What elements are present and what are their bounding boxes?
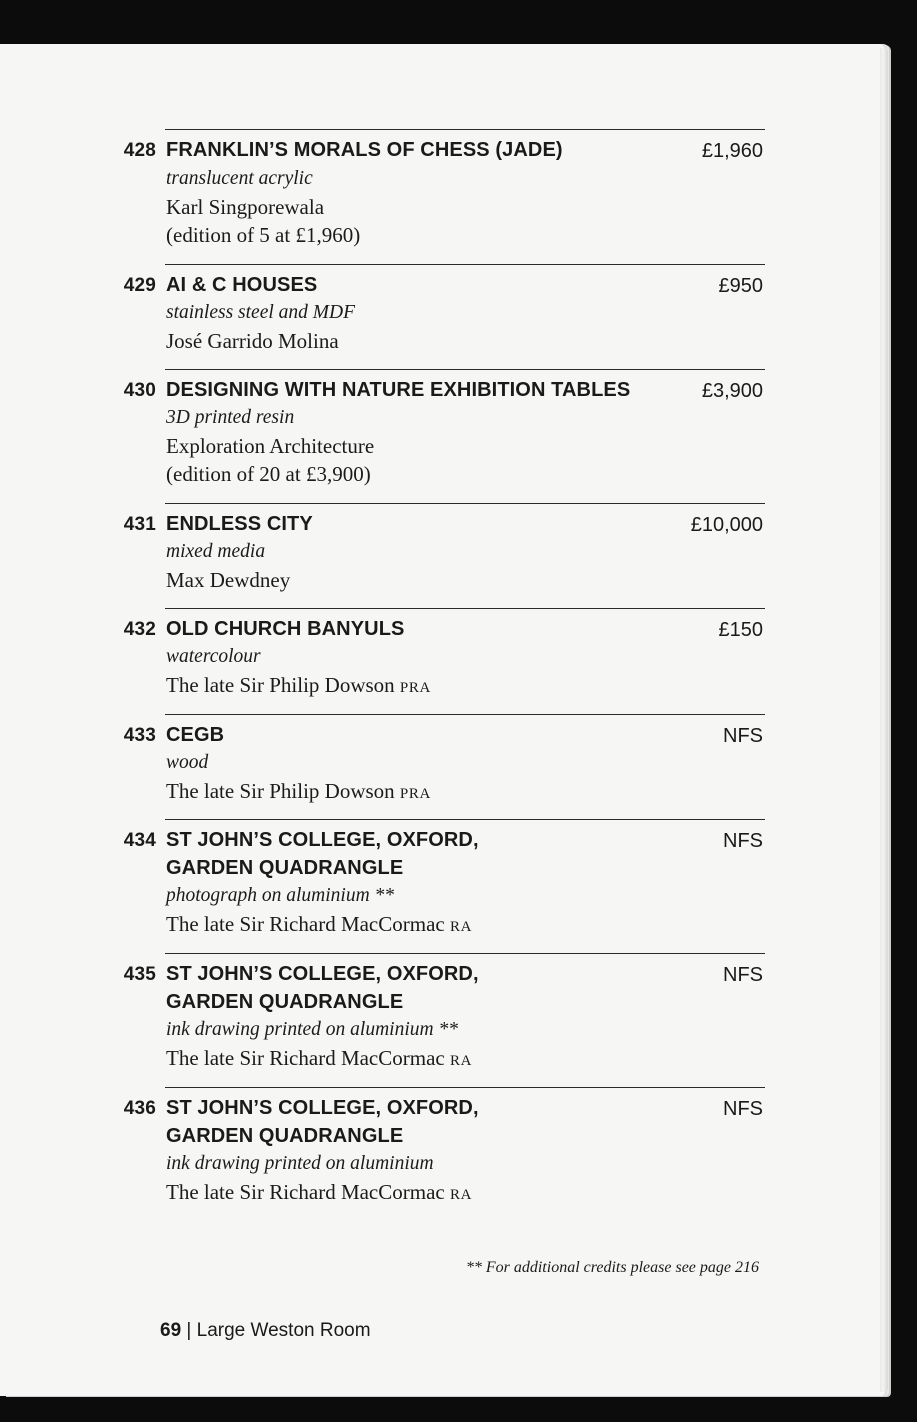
entry-artist-line xyxy=(166,671,726,702)
entry-artist: The late Sir Philip Dowson xyxy=(166,779,395,803)
entry-artist-suffix: RA xyxy=(449,919,473,935)
entry-number: 433 xyxy=(123,725,156,746)
entry-artist-line xyxy=(166,1178,726,1209)
entry-artist-suffix: PRA xyxy=(399,680,431,696)
entry-medium: wood xyxy=(166,752,209,773)
entry-number: 436 xyxy=(123,1098,156,1119)
entry-title: FRANKLIN’S MORALS OF CHESS (JADE) xyxy=(166,139,563,161)
entry-title: OLD CHURCH BANYULS xyxy=(166,618,405,640)
entry-number: 430 xyxy=(123,380,156,401)
entry-price: £3,900 xyxy=(701,380,763,402)
entry-title: ST JOHN’S COLLEGE, OXFORD, GARDEN QUADRANGLE xyxy=(166,1097,479,1147)
entry-artist: The late Sir Richard MacCormac xyxy=(166,1046,445,1070)
entry-artist: The late Sir Richard MacCormac xyxy=(166,912,445,936)
entry-price: NFS xyxy=(723,725,763,747)
entry-medium: stainless steel and MDF xyxy=(166,302,356,323)
entry-price: £10,000 xyxy=(690,514,763,536)
entry-rule xyxy=(165,1087,765,1088)
entry-rule xyxy=(165,953,765,954)
entry-title: CEGB xyxy=(166,724,225,746)
entry-price: NFS xyxy=(723,830,763,852)
entry-title: AI & C HOUSES xyxy=(166,274,318,296)
entry-title: ST JOHN’S COLLEGE, OXFORD, GARDEN QUADRANGLE xyxy=(166,829,479,879)
entry-medium: ink drawing printed on aluminium ** xyxy=(166,1019,458,1040)
entry-artist-suffix: PRA xyxy=(399,786,431,802)
entry-artist-line xyxy=(166,910,726,941)
entry-number: 431 xyxy=(123,514,156,535)
page-edge xyxy=(880,48,888,1392)
entry-number: 432 xyxy=(123,619,156,640)
entry-artist-suffix: RA xyxy=(449,1187,473,1203)
entry-rule xyxy=(165,608,765,609)
entry-rule xyxy=(165,503,765,504)
entry-medium: photograph on aluminium ** xyxy=(166,885,395,906)
entry-artist: The late Sir Richard MacCormac xyxy=(166,1180,445,1204)
entry-title: DESIGNING WITH NATURE EXHIBITION TABLES xyxy=(166,379,631,401)
entry-number: 434 xyxy=(123,830,156,851)
entry-artist: Max Dewdney xyxy=(166,568,291,592)
page-folio xyxy=(160,1320,371,1342)
entry-artist-line xyxy=(166,1044,726,1075)
entry-medium: mixed media xyxy=(166,541,266,562)
entry-rule xyxy=(165,819,765,820)
entry-artist-line xyxy=(166,777,726,808)
entry-price: NFS xyxy=(723,1098,763,1120)
entry-price: £950 xyxy=(718,275,763,297)
entry-artist: The late Sir Philip Dowson xyxy=(166,673,395,697)
entry-edition: (edition of 20 at £3,900) xyxy=(166,462,371,486)
entry-price: NFS xyxy=(723,964,763,986)
entry-title: ST JOHN’S COLLEGE, OXFORD, GARDEN QUADRANGLE xyxy=(166,963,479,1013)
entry-rule xyxy=(165,129,765,130)
entry-price: £150 xyxy=(718,619,763,641)
entry-artist: Karl Singporewala xyxy=(166,195,325,219)
entry-price: £1,960 xyxy=(701,140,763,162)
entry-rule xyxy=(165,264,765,265)
room-name: Large Weston Room xyxy=(196,1320,371,1341)
entry-medium: watercolour xyxy=(166,646,261,667)
entry-rule xyxy=(165,714,765,715)
entry-number: 428 xyxy=(123,140,156,161)
entry-medium: 3D printed resin xyxy=(166,407,295,428)
folio-separator: | xyxy=(186,1320,192,1341)
entry-edition: (edition of 5 at £1,960) xyxy=(166,223,361,247)
entry-artist-suffix: RA xyxy=(449,1053,473,1069)
entry-artist: Exploration Architecture xyxy=(166,434,375,458)
footnote: ** For additional credits please see page 216 xyxy=(465,1259,759,1276)
entry-number: 435 xyxy=(123,964,156,985)
entry-rule xyxy=(165,369,765,370)
entry-medium: ink drawing printed on aluminium xyxy=(166,1153,434,1174)
entry-medium: translucent acrylic xyxy=(166,168,313,189)
entry-title: ENDLESS CITY xyxy=(166,513,313,535)
entry-artist: José Garrido Molina xyxy=(166,329,339,353)
entry-number: 429 xyxy=(123,275,156,296)
page-number: 69 xyxy=(160,1320,182,1341)
